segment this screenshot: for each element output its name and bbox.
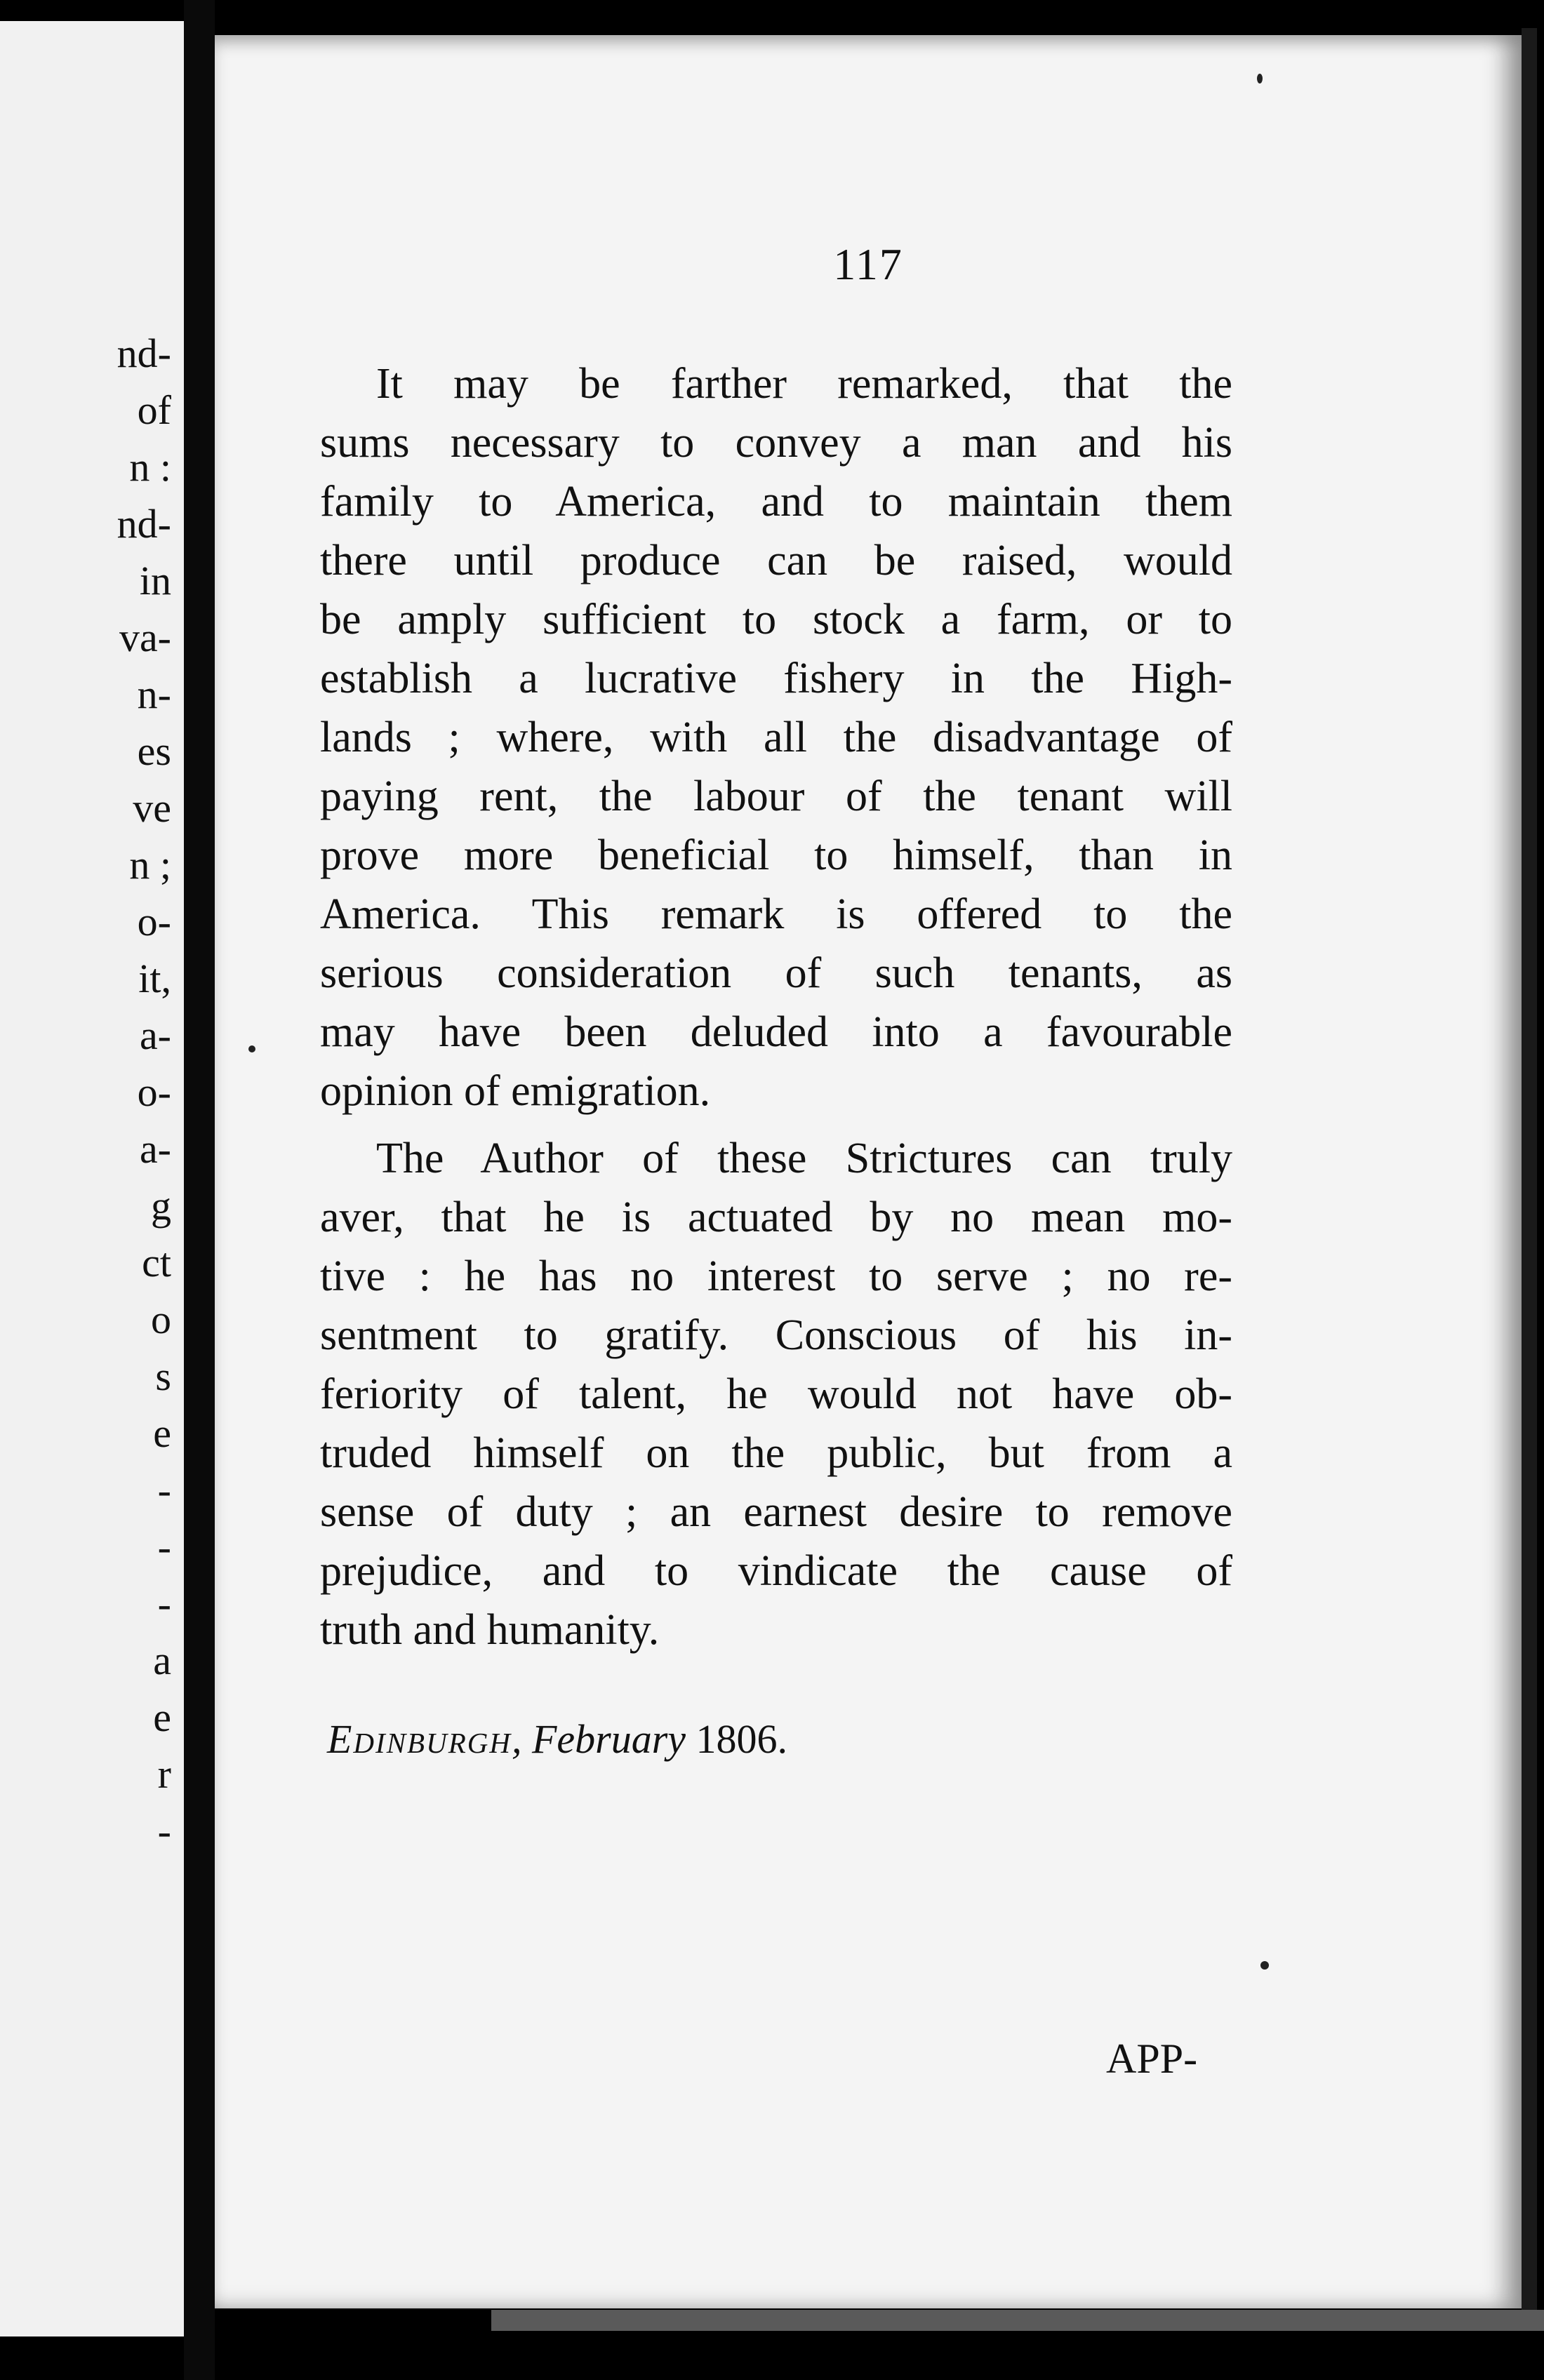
left-page-line-fragment: nd-	[117, 330, 171, 376]
left-page-line-fragment: -	[157, 1524, 171, 1570]
left-page-line-fragment: a-	[139, 1126, 171, 1172]
text-line: opinion of emigration.	[320, 1067, 711, 1115]
left-page-line-fragment: o-	[137, 1069, 171, 1115]
paragraph-1	[320, 354, 1232, 1121]
left-page-line-fragment: of	[137, 387, 171, 433]
page-edge-shadow	[1522, 28, 1537, 2315]
text-line: may have been deluded into a favourable	[320, 1008, 1232, 1056]
left-page-line-fragment: n-	[137, 671, 171, 717]
paragraph-2	[320, 1129, 1232, 1659]
text-line: America. This remark is offered to the	[320, 890, 1232, 938]
left-page-line-fragment: in	[139, 558, 171, 603]
left-page-line-fragment: -	[157, 1808, 171, 1854]
page-number: 117	[833, 239, 903, 289]
dateline-year: 1806.	[696, 1716, 788, 1762]
left-page-line-fragment: es	[137, 728, 171, 774]
left-page-line-fragment: va-	[119, 615, 171, 660]
text-line: The Author of these Strictures can truly	[376, 1135, 1232, 1182]
left-page-line-fragment: r	[157, 1751, 171, 1797]
previous-page-fragment	[0, 21, 184, 2336]
text-line: truded himself on the public, but from a	[320, 1429, 1232, 1477]
text-line: sense of duty ; an earnest desire to remove	[320, 1488, 1232, 1536]
dateline-place: Edinburgh	[327, 1716, 512, 1762]
left-page-line-fragment: e	[153, 1410, 171, 1456]
left-page-line-fragment: n ;	[129, 842, 171, 888]
text-line: sums necessary to convey a man and his	[320, 419, 1232, 467]
text-line: It may be farther remarked, that the	[376, 360, 1232, 408]
text-line: be amply sufficient to stock a farm, or to	[320, 596, 1232, 643]
text-line: aver, that he is actuated by no mean mo-	[320, 1194, 1232, 1241]
text-line: lands ; where, with all the disadvantage of	[320, 714, 1232, 761]
left-page-line-fragment: ct	[142, 1240, 171, 1285]
book-page	[215, 35, 1522, 2308]
dateline: Edinburgh, February 1806.	[327, 1716, 788, 1762]
left-page-line-fragment: -	[157, 1581, 171, 1626]
page-bottom-edge	[491, 2310, 1544, 2331]
page-body	[320, 354, 1232, 1659]
text-line: feriority of talent, he would not have ob-	[320, 1370, 1232, 1418]
left-page-line-fragment: a-	[139, 1012, 171, 1058]
book-gutter	[184, 0, 215, 2380]
ink-speck	[1257, 74, 1263, 83]
left-page-line-fragment: o	[151, 1297, 171, 1342]
text-line: sentment to gratify. Conscious of his in-	[320, 1311, 1232, 1359]
text-line: prejudice, and to vindicate the cause of	[320, 1547, 1232, 1595]
left-page-line-fragment: s	[155, 1353, 171, 1399]
left-page-line-fragment: g	[151, 1183, 171, 1229]
text-line: truth and humanity.	[320, 1606, 660, 1654]
text-line: there until produce can be raised, would	[320, 537, 1232, 584]
ink-speck	[248, 1045, 255, 1052]
ink-speck	[1260, 1961, 1269, 1970]
left-page-line-fragment: nd-	[117, 501, 171, 547]
text-line: establish a lucrative fishery in the High-	[320, 655, 1232, 702]
text-line: prove more beneficial to himself, than in	[320, 831, 1232, 879]
left-page-line-fragment: -	[157, 1467, 171, 1513]
text-line: serious consideration of such tenants, as	[320, 949, 1232, 997]
dateline-month: February	[531, 1716, 686, 1762]
left-page-line-fragment: ve	[133, 785, 171, 831]
left-page-line-fragment: a	[153, 1638, 171, 1683]
text-line: tive : he has no interest to serve ; no re-	[320, 1252, 1232, 1300]
left-page-line-fragment: n :	[129, 444, 171, 490]
text-line: paying rent, the labour of the tenant will	[320, 773, 1232, 820]
left-page-line-fragment: e	[153, 1694, 171, 1740]
catchword: APP-	[1106, 2035, 1198, 2082]
left-page-line-fragment: it,	[138, 956, 171, 1001]
text-line: family to America, and to maintain them	[320, 478, 1232, 526]
left-page-line-fragment: o-	[137, 899, 171, 944]
